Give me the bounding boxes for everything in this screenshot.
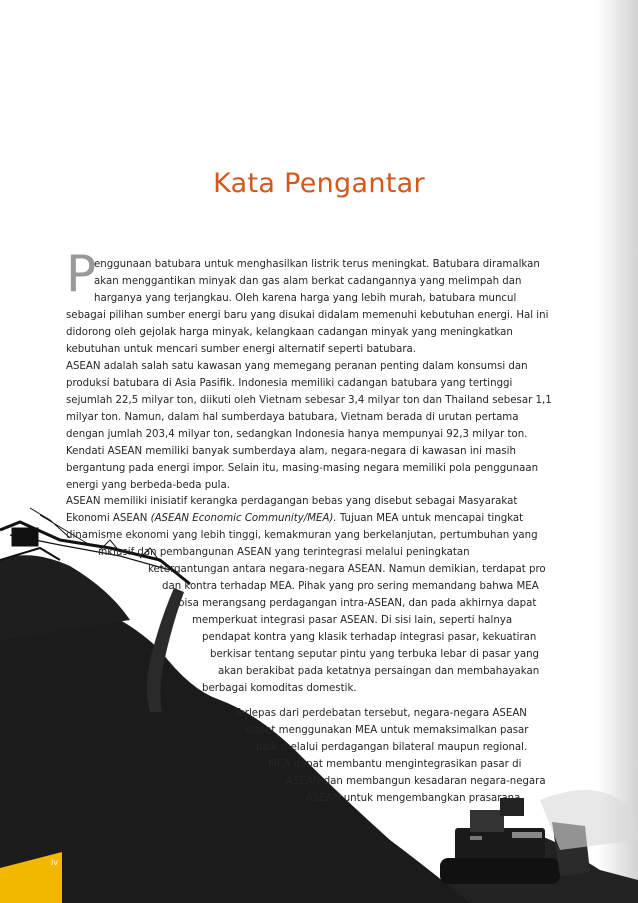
text-line: ASEAN dan membangun kesadaran negara-negara	[286, 776, 546, 787]
text-line: dan kontra terhadap MEA. Pihak yang pro sering memandang bahwa MEA	[162, 581, 539, 592]
text-line: bisa merangsang perdagangan intra-ASEAN, dan pada akhirnya dapat	[178, 598, 537, 609]
text-line: ASEAN adalah salah satu kawasan yang memegang peranan penting dalam konsumsi dan	[66, 361, 528, 372]
text-fragment: Tujuan MEA untuk mencapai tingkat	[336, 513, 524, 524]
text-line: kebutuhan untuk mencari sumber energi alternatif seperti batubara.	[66, 344, 417, 355]
text-line: baik melalui perdagangan bilateral maupun regional.	[256, 742, 528, 753]
text-line: harganya yang terjangkau. Oleh karena harga yang lebih murah, batubara muncul	[94, 293, 517, 304]
text-line: pendapat kontra yang klasik terhadap integrasi pasar, kekuatiran	[202, 632, 537, 643]
text-line: dinamisme ekonomi yang lebih tinggi, kemakmuran yang berkelanjutan, pertumbuhan yang	[66, 530, 538, 541]
text-line: dapat menggunakan MEA untuk memaksimalkan pasar	[246, 725, 529, 736]
dust-cloud	[540, 790, 638, 850]
italic-term: (ASEAN Economic Community/MEA).	[150, 513, 337, 524]
text-line: enggunaan batubara untuk menghasilkan listrik terus meningkat. Batubara diramalkan	[94, 259, 540, 270]
text-line: ASEAN untuk mengembangkan prasarana	[306, 793, 521, 804]
text-line	[66, 510, 523, 527]
text-line: dengan jumlah 203,4 milyar ton, sedangkan Indonesia hanya mempunyai 92,3 milyar ton.	[66, 429, 528, 440]
text-line: inklusif dan pembangunan ASEAN yang terintegrasi melalui peningkatan	[98, 547, 470, 558]
dropcap: P	[66, 245, 97, 303]
paragraph-1	[66, 245, 571, 358]
text-line: sejumlah 22,5 milyar ton, diikuti oleh Vietnam sebesar 3,4 milyar ton dan Thailand sebesar 1,1	[66, 395, 552, 406]
text-line: berkisar tentang seputar pintu yang terbuka lebar di pasar yang	[210, 649, 540, 660]
text-fragment: Ekonomi ASEAN	[66, 513, 151, 524]
text-line: MEA dapat membantu mengintegrasikan pasar di	[268, 759, 522, 770]
text-line: bergantung pada energi impor. Selain itu, masing-masing negara memiliki pola penggunaan	[66, 463, 539, 474]
text-line: akan menggantikan minyak dan gas alam berkat cadangannya yang melimpah dan	[94, 276, 522, 287]
text-line: berbagai komoditas domestik.	[202, 683, 357, 694]
text-line: akan berakibat pada ketatnya persaingan dan membahayakan	[218, 666, 540, 677]
text-line: milyar ton. Namun, dalam hal sumberdaya batubara, Vietnam berada di urutan pertama	[66, 412, 519, 423]
text-line: didorong oleh gejolak harga minyak, kelangkaan cadangan minyak yang meningkatkan	[66, 327, 513, 338]
text-line: Kendati ASEAN memiliki banyak sumberdaya alam, negara-negara di kawasan ini masih	[66, 446, 516, 457]
page-number: iv	[51, 858, 58, 867]
text-line: memperkuat integrasi pasar ASEAN. Di sisi lain, seperti halnya	[192, 615, 513, 626]
text-line: ketergantungan antara negara-negara ASEAN. Namun demikian, terdapat pro	[148, 564, 546, 575]
text-line: produksi batubara di Asia Pasifik. Indonesia memiliki cadangan batubara yang tertinggi	[66, 378, 513, 389]
text-line: sebagai pilihan sumber energi baru yang disukai didalam memenuhi kebutuhan energi. Hal ini	[66, 310, 549, 321]
page-title: Kata Pengantar	[213, 168, 425, 200]
page-number-tab	[0, 838, 62, 903]
text-line: Terlepas dari perdebatan tersebut, negara-negara ASEAN	[234, 708, 527, 719]
text-line: energi yang berbeda-beda pula.	[66, 480, 230, 491]
text-line: ASEAN memiliki inisiatif kerangka perdagangan bebas yang disebut sebagai Masyarakat	[66, 496, 518, 507]
